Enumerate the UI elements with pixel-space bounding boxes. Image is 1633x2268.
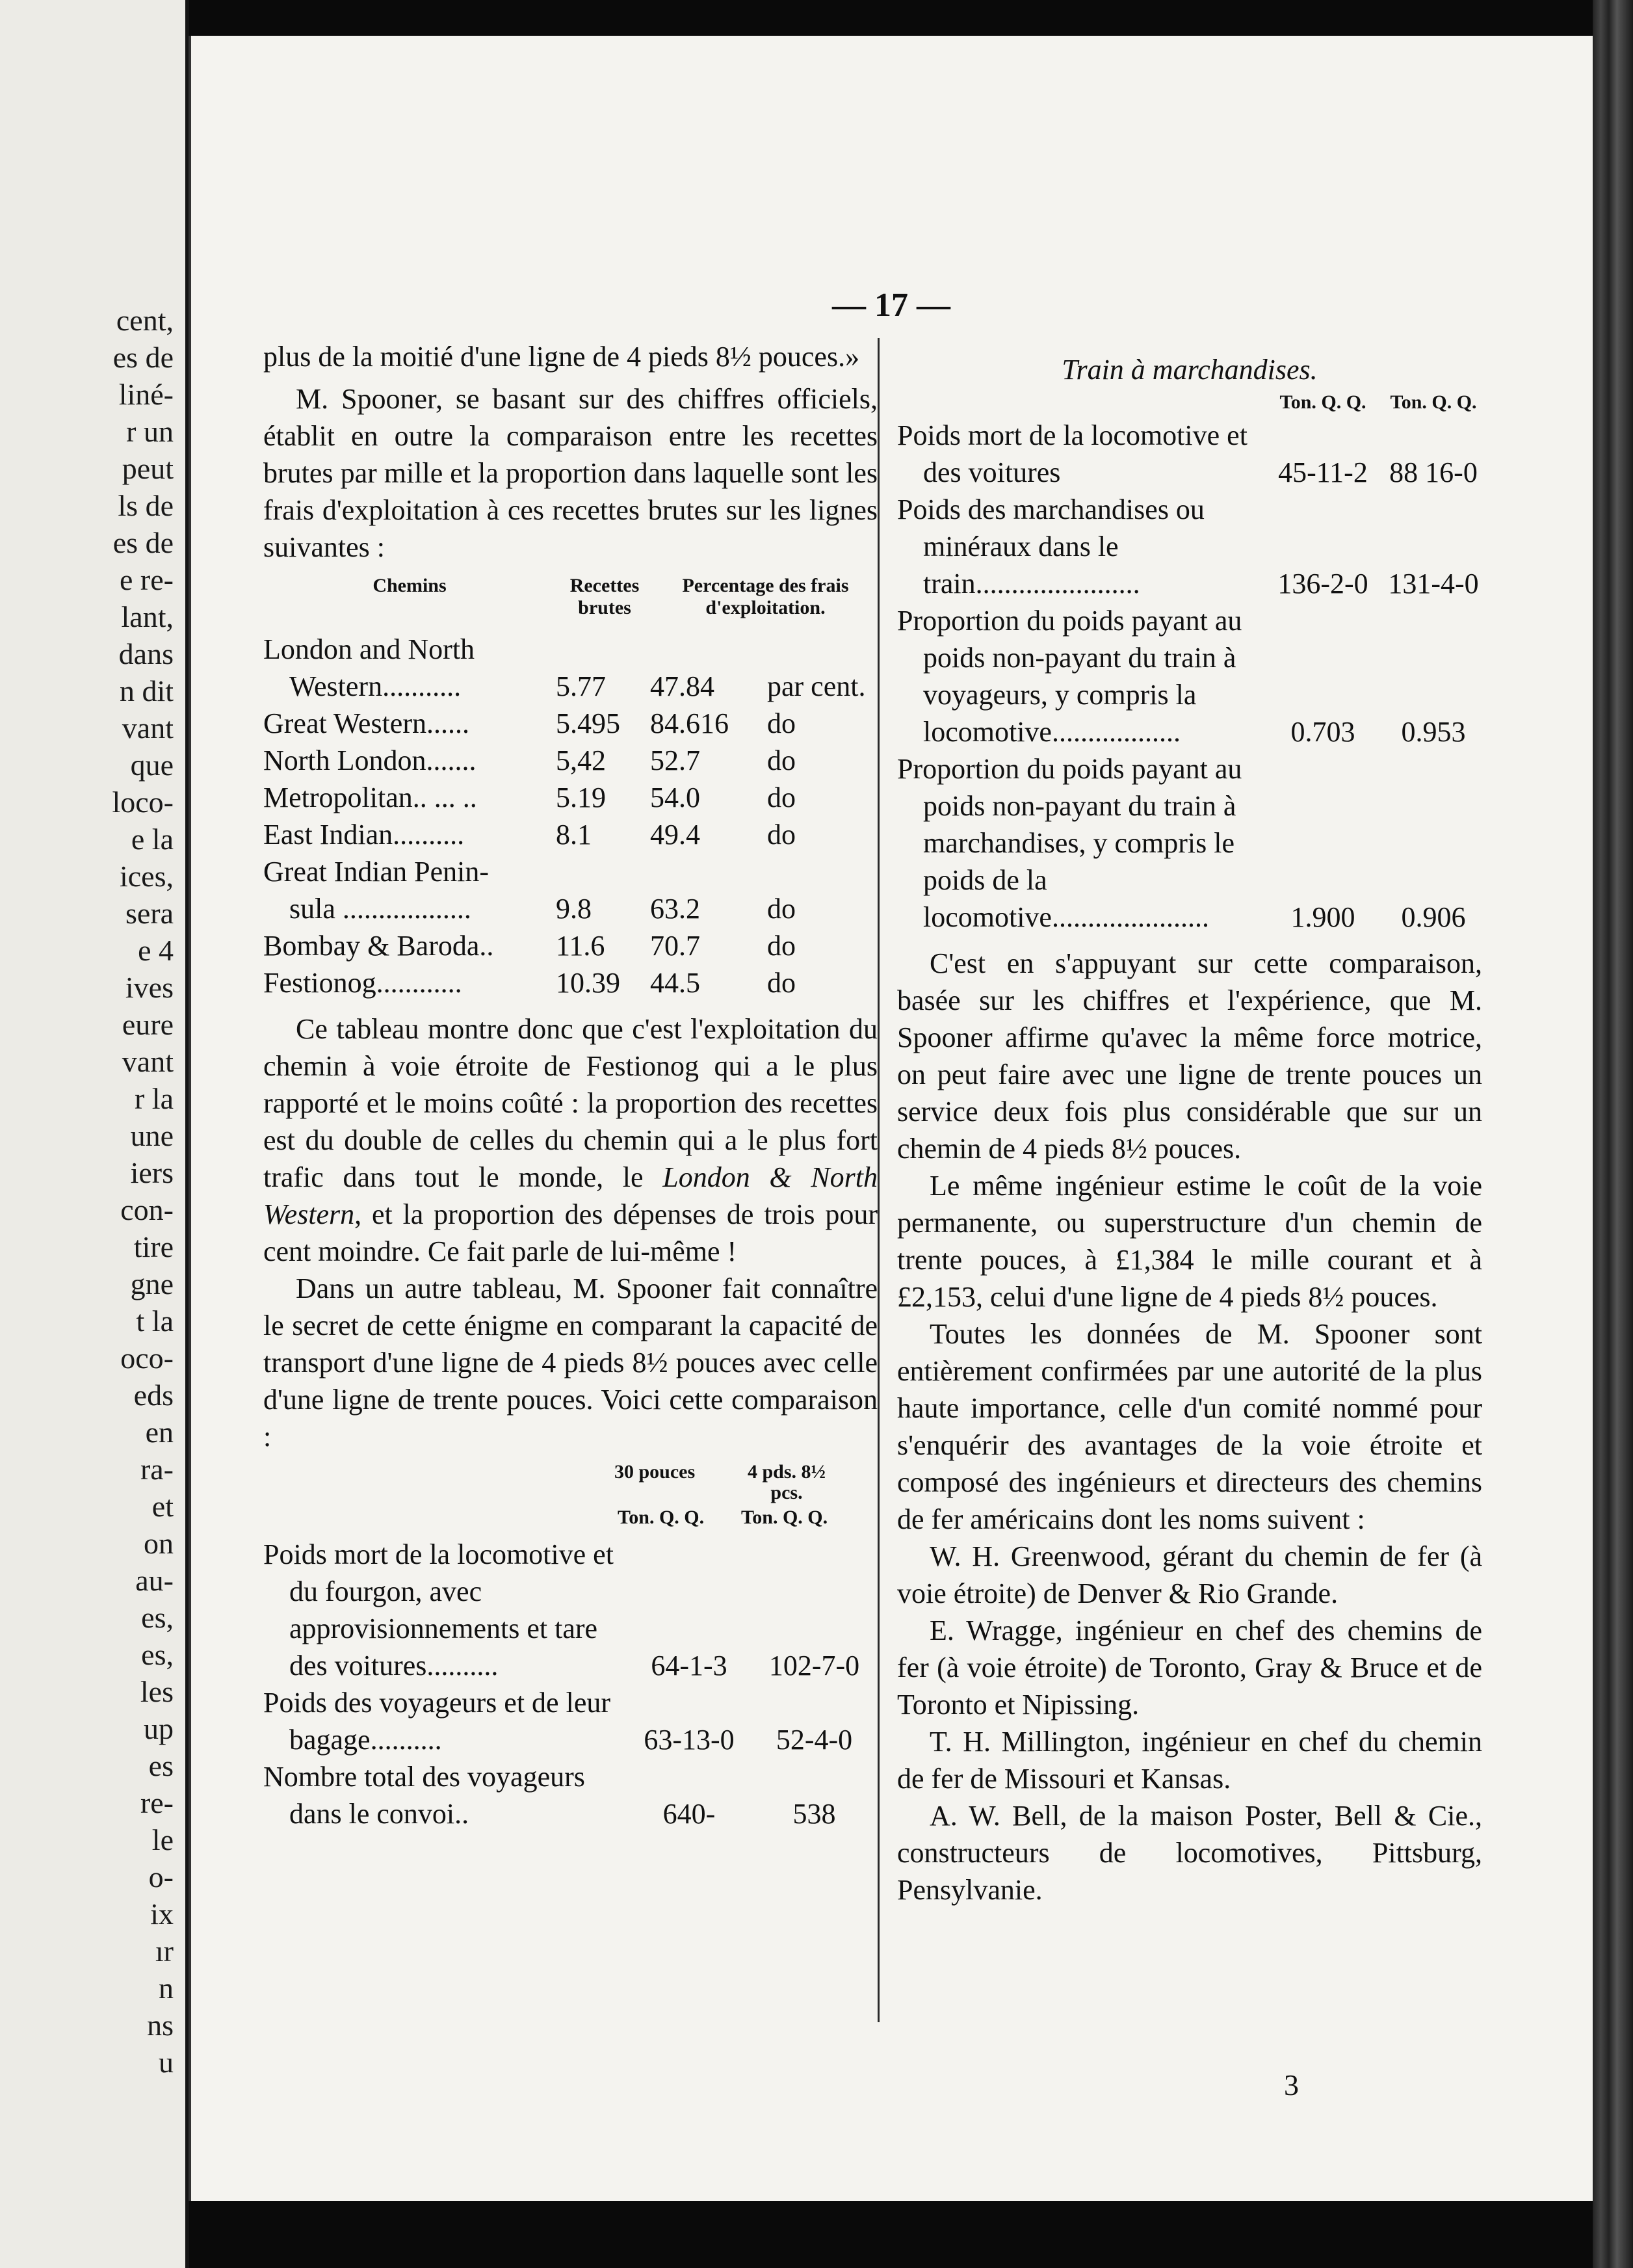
table-cell: 131-4-0 xyxy=(1388,568,1479,600)
book-edge xyxy=(1593,0,1633,2268)
table-row xyxy=(263,1684,878,1758)
margin-fragment: liné- xyxy=(118,378,174,411)
paragraph: W. H. Greenwood, gérant du chemin de fer (à voie étroite) de Denver & Rio Grande. xyxy=(897,1540,1482,1609)
margin-fragment: une xyxy=(130,1119,174,1152)
table-row xyxy=(897,602,1482,750)
signature-mark: 3 xyxy=(1284,2068,1299,2102)
margin-fragment: iers xyxy=(130,1156,174,1189)
table-cell: 0.953 xyxy=(1401,716,1466,748)
margin-fragment: n xyxy=(159,1971,174,2005)
table-row xyxy=(263,631,878,668)
margin-fragment: dans xyxy=(118,637,174,670)
left-column xyxy=(263,338,878,1832)
margin-fragment: r un xyxy=(126,415,174,448)
margin-fragment: eds xyxy=(133,1378,174,1412)
row-label: Proportion du poids payant au poids non-payant du train à voyageurs, y compris la locomotive.................. xyxy=(897,605,1242,748)
margin-fragment: en xyxy=(145,1416,174,1449)
text: , et la proportion des dépenses de trois pour cent moindre. Ce fait parle de lui-même ! xyxy=(263,1198,878,1267)
table-cell: Western........... xyxy=(289,670,462,702)
margin-fragment: o- xyxy=(148,1860,174,1893)
text: Ce tableau montre donc que c'est l'exploitation du chemin à voie étroite de Festionog qui a le plus rapporté et le moins coûté : la proportion des recettes est du double de celles du chemin qui a le plus fort trafic dans tout le monde, le xyxy=(263,1013,878,1193)
section-caption: Train à marchandises. xyxy=(1062,354,1318,386)
table-row xyxy=(897,491,1482,602)
margin-fragment: on xyxy=(144,1527,174,1560)
margin-fragment: es, xyxy=(141,1601,174,1634)
margin-fragment: vant xyxy=(122,1045,174,1078)
margin-fragment: u xyxy=(159,2046,174,2079)
table-cell: 9.8 xyxy=(556,893,592,925)
table-cell: 10.39 xyxy=(556,967,620,999)
margin-fragment: ns xyxy=(147,2009,174,2042)
table-cell: 5,42 xyxy=(556,745,606,776)
paragraph xyxy=(263,1010,878,1270)
table-cell: 45-11-2 xyxy=(1278,456,1368,488)
table-cell: 54.0 xyxy=(650,782,700,813)
margin-fragment: les xyxy=(140,1675,174,1708)
margin-fragment: tire xyxy=(133,1230,174,1263)
unit-label: Ton. Q. Q. xyxy=(741,1507,828,1528)
table-cell: 8.1 xyxy=(556,819,592,850)
table-cell: 84.616 xyxy=(650,707,729,739)
paragraph: A. W. Bell, de la maison Poster, Bell & Cie., constructeurs de locomotives, Pittsburg, Pensylvanie. xyxy=(897,1800,1482,1906)
table-cell: do xyxy=(767,707,796,739)
table-cell: do xyxy=(767,967,796,999)
unit-label: Ton. Q. Q. xyxy=(1390,391,1477,413)
table-row xyxy=(263,779,878,816)
margin-fragment: ices, xyxy=(119,860,174,893)
paragraph: C'est en s'appuyant sur cette comparaison, basée sur les chiffres et l'expérience, que M. Spooner affirme qu'avec la même force motrice, on peut faire avec une ligne de trente pouces un service deux fois plus considérable que sur un chemin de 4 pieds 8½ pouces. xyxy=(897,947,1482,1165)
margin-fragment: gne xyxy=(130,1267,174,1300)
table-cell: do xyxy=(767,782,796,813)
table-body xyxy=(263,631,878,1001)
table-cell: 0.703 xyxy=(1290,716,1355,748)
table-row xyxy=(263,853,878,890)
table-row xyxy=(263,742,878,779)
margin-fragment: eure xyxy=(122,1008,174,1041)
paragraph: M. Spooner, se basant sur des chiffres officiels, établit en outre la comparaison entre les recettes brutes par mille et la proportion dans laquelle sont les frais d'exploitation à ces recettes brutes sur les lignes suivantes : xyxy=(263,383,878,563)
table-cell: 49.4 xyxy=(650,819,700,850)
margin-fragment: es de xyxy=(112,341,174,374)
margin-fragment: cent, xyxy=(116,304,174,337)
table-cell: 538 xyxy=(792,1798,836,1830)
table-header xyxy=(263,1462,878,1503)
margin-fragment: ra- xyxy=(140,1453,174,1486)
margin-fragment: re- xyxy=(140,1786,174,1819)
margin-fragment: loco- xyxy=(112,785,174,819)
row-label: Poids mort de la locomotive et des voitures xyxy=(897,419,1248,488)
emphasis: London & North Western xyxy=(263,1161,878,1230)
unit-label: Ton. Q. Q. xyxy=(618,1507,705,1528)
margin-fragment: et xyxy=(151,1490,174,1523)
freight-table xyxy=(897,417,1482,936)
table-cell: 5.19 xyxy=(556,782,606,813)
table-row xyxy=(263,964,878,1001)
receipts-table xyxy=(263,575,878,1001)
table-cell: East Indian.......... xyxy=(263,819,465,850)
margin-fragment: ır xyxy=(155,1934,174,1968)
table-cell: do xyxy=(767,930,796,962)
margin-fragment: sera xyxy=(125,897,174,930)
margin-fragment: e la xyxy=(131,823,174,856)
table-units xyxy=(897,391,1482,414)
table-cell: 5.77 xyxy=(556,670,606,702)
table-cell: do xyxy=(767,893,796,925)
row-label: Nombre total des voyageurs dans le convoi.. xyxy=(263,1761,585,1830)
capacity-table xyxy=(263,1462,878,1832)
margin-fragment: au- xyxy=(135,1564,174,1597)
row-label: Poids des marchandises ou minéraux dans le train....................... xyxy=(897,494,1205,600)
table-cell: Bombay & Baroda.. xyxy=(263,930,494,962)
paragraph: Le même ingénieur estime le coût de la voie permanente, ou superstructure d'un chemin de trente pouces, à £1,384 le mille courant et à £2,153, celui d'une ligne de 4 pieds 8½ pouces. xyxy=(897,1170,1482,1313)
page-number: — 17 — xyxy=(832,287,950,324)
table-body xyxy=(263,1536,878,1832)
margin-fragment: peut xyxy=(122,452,174,485)
table-cell: 0.906 xyxy=(1401,901,1466,933)
table-cell: 136-2-0 xyxy=(1277,568,1368,600)
table-row xyxy=(263,1536,878,1684)
table-cell: Festionog............ xyxy=(263,967,462,999)
table-cell: 47.84 xyxy=(650,670,714,702)
margin-fragment: r la xyxy=(134,1082,174,1115)
left-page-edge xyxy=(0,0,189,2268)
table-cell: Metropolitan.. ... .. xyxy=(263,782,477,813)
margin-fragment: ls de xyxy=(118,489,174,522)
margin-fragment: oco- xyxy=(120,1341,174,1375)
right-column xyxy=(897,351,1482,1908)
table-header xyxy=(263,575,878,619)
table-cell: North London....... xyxy=(263,745,477,776)
column-header: Chemins xyxy=(372,575,447,596)
margin-fragment: lant, xyxy=(121,600,174,633)
margin-fragment: con- xyxy=(120,1193,174,1226)
column-header: 4 pds. 8½ pcs. xyxy=(747,1461,826,1503)
table-cell: do xyxy=(767,745,796,776)
paragraph: E. Wragge, ingénieur en chef des chemins de fer (à voie étroite) de Toronto, Gray & Bruce et de Toronto et Nipissing. xyxy=(897,1615,1482,1721)
margin-fragment: t la xyxy=(136,1304,174,1338)
margin-fragment: up xyxy=(144,1712,174,1745)
table-row xyxy=(897,750,1482,936)
table-row xyxy=(897,417,1482,491)
margin-fragment: que xyxy=(130,748,174,782)
margin-fragment: e re- xyxy=(120,563,174,596)
table-cell: 640- xyxy=(662,1798,716,1830)
margin-fragment: e 4 xyxy=(138,934,174,967)
margin-fragment: ix xyxy=(150,1897,174,1931)
column-header: 30 pouces xyxy=(614,1461,696,1483)
table-cell: 52-4-0 xyxy=(776,1724,853,1756)
table-row xyxy=(263,705,878,742)
table-cell: do xyxy=(767,819,796,850)
paragraph: plus de la moitié d'une ligne de 4 pieds 8½ pouces.» xyxy=(263,341,860,373)
table-cell: 1.900 xyxy=(1290,901,1355,933)
table-cell: 44.5 xyxy=(650,967,700,999)
table-cell: 64-1-3 xyxy=(651,1650,727,1681)
margin-fragment: es xyxy=(148,1749,174,1782)
row-label: Poids des voyageurs et de leur bagage.......... xyxy=(263,1687,610,1756)
column-header: Recettes brutes xyxy=(569,575,640,618)
table-cell: 5.495 xyxy=(556,707,620,739)
unit-label: Ton. Q. Q. xyxy=(1279,391,1366,413)
table-cell: Great Western...... xyxy=(263,707,469,739)
table-row xyxy=(263,927,878,964)
column-header: Percentage des frais d'exploitation. xyxy=(682,575,849,618)
column-divider xyxy=(878,338,880,2022)
table-cell: 63-13-0 xyxy=(644,1724,735,1756)
margin-fragment: vant xyxy=(122,711,174,745)
row-label: Proportion du poids payant au poids non-payant du train à marchandises, y compris le poids de la locomotive...................... xyxy=(897,753,1242,933)
paragraph: Toutes les données de M. Spooner sont entièrement confirmées par une autorité de la plus haute importance, celle d'un comité nommé pour s'enquérir des avantages de la voie étroite et composé des ingénieurs et directeurs des chemins de fer américains dont les noms suivent : xyxy=(897,1318,1482,1535)
paragraph: T. H. Millington, ingénieur en chef du chemin de fer de Missouri et Kansas. xyxy=(897,1726,1482,1795)
row-label: Poids mort de la locomotive et du fourgon, avec approvisionnements et tare des voitures.......... xyxy=(263,1538,614,1681)
table-cell: 11.6 xyxy=(556,930,605,962)
table-cell: London and North xyxy=(263,633,475,665)
table-cell: Great Indian Penin- xyxy=(263,856,489,888)
table-cell: 102-7-0 xyxy=(768,1650,860,1681)
margin-fragment: es de xyxy=(112,526,174,559)
table-row xyxy=(263,816,878,853)
table-cell: 63.2 xyxy=(650,893,700,925)
margin-fragment: es, xyxy=(141,1638,174,1671)
table-cell: sula .................. xyxy=(289,893,471,925)
table-row xyxy=(263,890,878,927)
margin-fragment: n dit xyxy=(119,674,174,707)
table-cell: 88 16-0 xyxy=(1389,456,1478,488)
table-cell: 52.7 xyxy=(650,745,700,776)
table-row xyxy=(263,1758,878,1832)
table-cell: 70.7 xyxy=(650,930,700,962)
margin-fragment: ives xyxy=(125,971,174,1004)
table-units xyxy=(263,1506,878,1529)
table-row xyxy=(263,668,878,705)
margin-fragment: le xyxy=(151,1823,174,1856)
paragraph: Dans un autre tableau, M. Spooner fait connaître le secret de cette énigme en comparant la capacité de transport d'une ligne de 4 pieds 8½ pouces avec celle d'une ligne de trente pouces. Voici cette comparaison : xyxy=(263,1272,878,1453)
table-cell: par cent. xyxy=(767,670,866,702)
